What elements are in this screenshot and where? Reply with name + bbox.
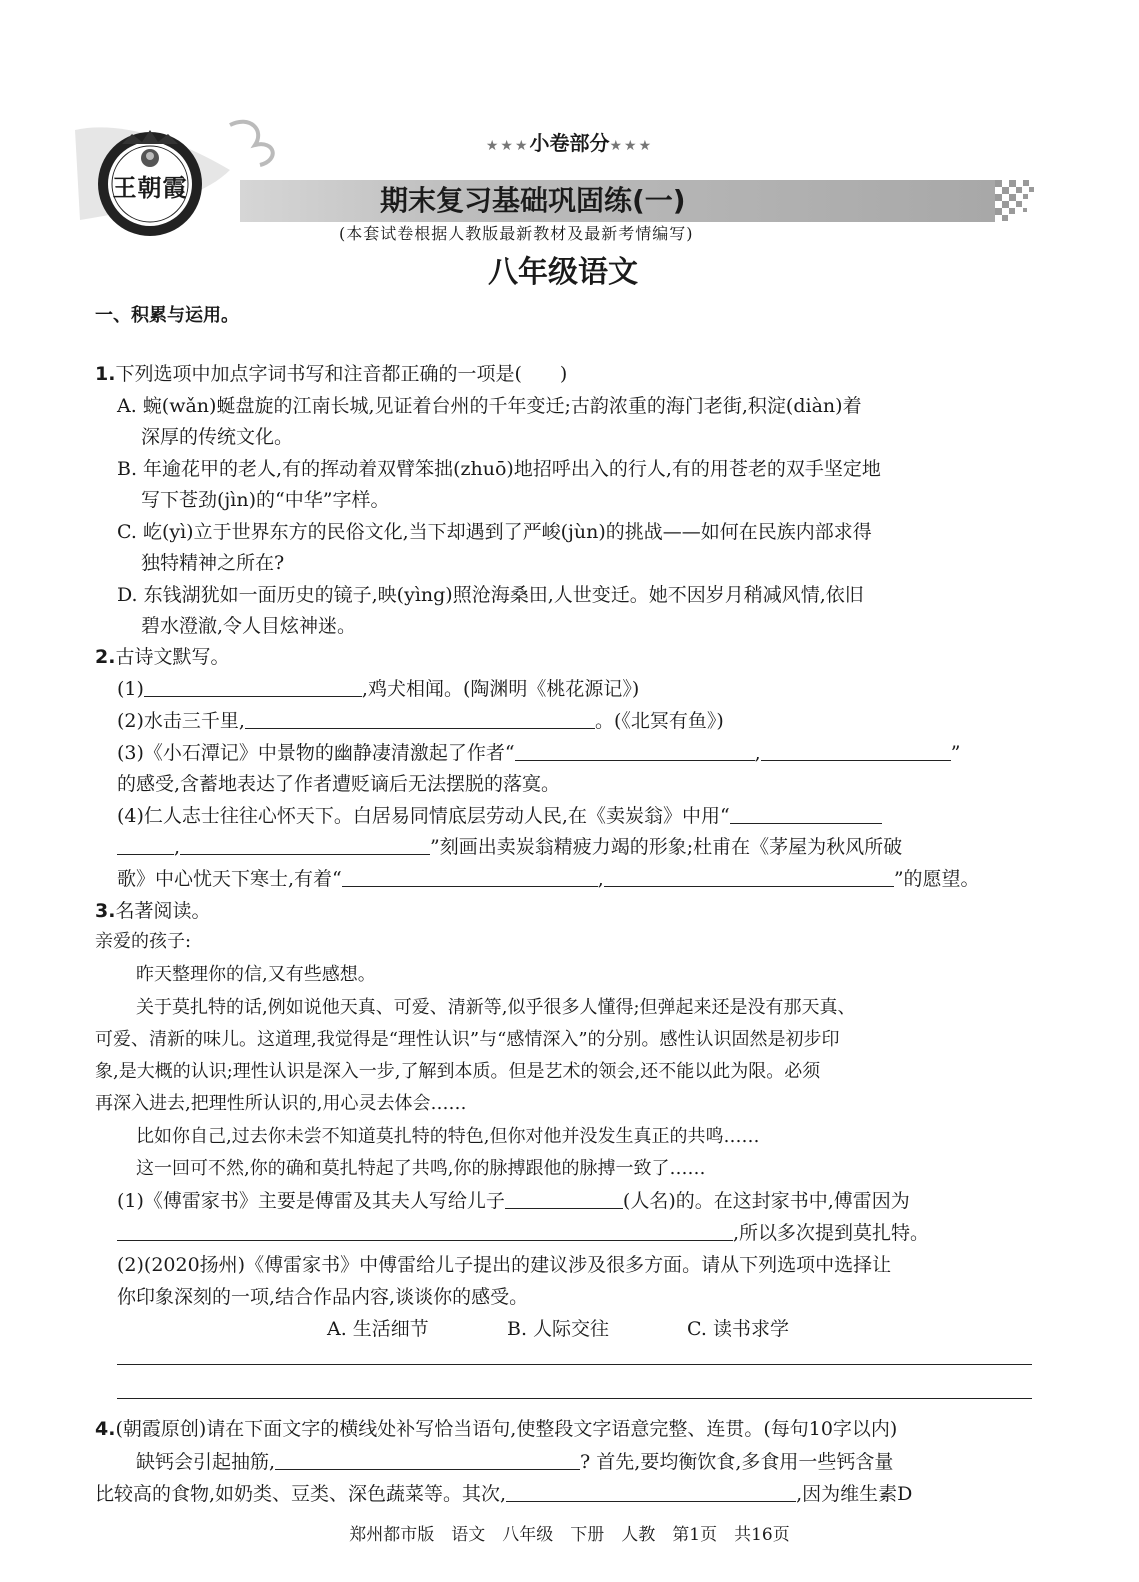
answer-line[interactable] — [117, 1398, 1032, 1399]
dictation-text: ” — [950, 742, 961, 764]
fill-text: ? 首先,要均衡饮食,多食用一些钙含量 — [580, 1451, 894, 1473]
answer-blank[interactable] — [275, 1451, 580, 1470]
fill-text: 缺钙会引起抽筋, — [136, 1451, 276, 1473]
dictation-text: (2)水击三千里, — [117, 710, 245, 732]
option-d-line2: 碧水澄澈,令人目炫神迷。 — [141, 615, 357, 637]
dictation-3 — [117, 740, 960, 766]
letter-para-4: 这一回可不然,你的确和莫扎特起了共鸣,你的脉搏跟他的脉搏一致了…… — [136, 1158, 706, 1179]
answer-blank[interactable] — [730, 805, 882, 824]
dictation-2 — [117, 708, 724, 734]
question-number: 4. — [95, 1418, 116, 1440]
dictation-text: ,鸡犬相闻。(陶渊明《桃花源记》) — [361, 678, 640, 700]
fill-line-1 — [136, 1449, 893, 1475]
answer-blank[interactable] — [761, 742, 951, 761]
answer-blank[interactable] — [245, 710, 595, 729]
dictation-4-line2 — [117, 834, 902, 860]
answer-blank[interactable] — [506, 1483, 796, 1502]
letter-para-2-line3: 象,是大概的认识;理性认识是深入一步,了解到本质。但是艺术的领会,还不能以此为限。必须 — [95, 1061, 821, 1082]
fill-text: ,因为维生素D — [796, 1483, 913, 1505]
dictation-3-line2: 的感受,含蓄地表达了作者遭贬谪后无法摆脱的落寞。 — [117, 773, 561, 795]
dictation-text: 歌》中心忧天下寒士,有着“ — [117, 868, 342, 890]
dictation-text: 。(《北冥有鱼》) — [594, 710, 724, 732]
page-subtitle: (本套试卷根据人教版最新教材及最新考情编写) — [339, 224, 694, 243]
grade-subject-title: 八年级语文 — [488, 255, 638, 290]
choice-b[interactable]: B. 人际交往 — [507, 1318, 610, 1340]
answer-line[interactable] — [117, 1364, 1032, 1365]
option-d-line1: D. 东钱湖犹如一面历史的镜子,映(yìng)照沧海桑田,人世变迁。她不因岁月稍减风情,依旧 — [117, 584, 864, 606]
subquestion-text: (1)《傅雷家书》主要是傅雷及其夫人写给儿子 — [117, 1190, 505, 1212]
dictation-text: , — [174, 836, 181, 858]
small-section-label: ★★★小卷部分★★★ — [485, 131, 654, 155]
answer-blank[interactable] — [180, 836, 430, 855]
subquestion-text: ,所以多次提到莫扎特。 — [733, 1222, 930, 1244]
letter-para-2-line4: 再深入进去,把理性所认识的,用心灵去体会…… — [95, 1093, 467, 1114]
answer-blank[interactable] — [515, 742, 755, 761]
question-stem: 古诗文默写。 — [115, 646, 230, 668]
question-4 — [95, 1416, 897, 1442]
question-1 — [95, 361, 567, 387]
question-stem: (朝霞原创)请在下面文字的横线处补写恰当语句,使整段文字语意完整、连贯。(每句10字以内) — [115, 1418, 898, 1440]
page-title: 期末复习基础巩固练(一) — [380, 184, 686, 217]
answer-blank[interactable] — [117, 1222, 733, 1241]
answer-blank[interactable] — [117, 836, 174, 855]
answer-blank[interactable] — [604, 868, 894, 887]
choice-a[interactable]: A. 生活细节 — [327, 1318, 429, 1340]
dictation-text: (3)《小石潭记》中景物的幽静凄清激起了作者“ — [117, 742, 515, 764]
dictation-text: (4)仁人志士往往心怀天下。白居易同情底层劳动人民,在《卖炭翁》中用“ — [117, 805, 730, 827]
dictation-text: , — [597, 868, 604, 890]
question-number: 1. — [95, 363, 116, 385]
subquestion-1-line2 — [117, 1220, 929, 1246]
fill-text: 比较高的食物,如奶类、豆类、深色蔬菜等。其次, — [95, 1483, 507, 1505]
subquestion-text: (人名)的。在这封家书中,傅雷因为 — [622, 1190, 910, 1212]
subquestion-2-line2: 你印象深刻的一项,结合作品内容,谈谈你的感受。 — [117, 1286, 529, 1308]
fill-line-2 — [95, 1481, 912, 1507]
question-2 — [95, 644, 229, 670]
dictation-label: (1) — [117, 678, 144, 700]
dictation-text: ”的愿望。 — [893, 868, 980, 890]
subquestion-1 — [117, 1188, 910, 1214]
question-number: 2. — [95, 646, 116, 668]
question-3 — [95, 898, 210, 924]
option-a-line1: A. 蜿(wǎn)蜒盘旋的江南长城,见证着台州的千年变迁;古韵浓重的海门老街,积淀(diàn)着 — [117, 395, 862, 417]
dictation-4 — [117, 803, 882, 829]
question-number: 3. — [95, 900, 116, 922]
letter-salutation: 亲爱的孩子: — [95, 931, 192, 952]
option-b-line2: 写下苍劲(jìn)的“中华”字样。 — [141, 489, 390, 511]
answer-blank[interactable] — [144, 678, 362, 697]
dictation-text: ”刻画出卖炭翁精疲力竭的形象;杜甫在《茅屋为秋风所破 — [430, 836, 903, 858]
choice-c[interactable]: C. 读书求学 — [687, 1318, 789, 1340]
answer-blank[interactable] — [505, 1190, 623, 1209]
option-c-line1: C. 屹(yì)立于世界东方的民俗文化,当下却遇到了严峻(jùn)的挑战——如何在民族内部求得 — [117, 521, 872, 543]
option-a-line2: 深厚的传统文化。 — [141, 426, 294, 448]
subquestion-2-line1: (2)(2020扬州)《傅雷家书》中傅雷给儿子提出的建议涉及很多方面。请从下列选项中选择让 — [117, 1254, 892, 1276]
letter-para-1: 昨天整理你的信,又有些感想。 — [136, 964, 376, 985]
dictation-1 — [117, 676, 639, 702]
letter-para-2-line1: 关于莫扎特的话,例如说他天真、可爱、清新等,似乎很多人懂得;但弹起来还是没有那天真、 — [136, 997, 856, 1018]
question-stem: 名著阅读。 — [115, 900, 211, 922]
option-b-line1: B. 年逾花甲的老人,有的挥动着双臂笨拙(zhuō)地招呼出入的行人,有的用苍老的双手坚定地 — [117, 458, 881, 480]
answer-blank[interactable] — [342, 868, 598, 887]
logo-text: 王朝霞 — [112, 173, 188, 202]
section-heading: 一、积累与运用。 — [95, 305, 239, 326]
page-footer: 郑州都市版 语文 八年级 下册 人教 第1页 共16页 — [349, 1525, 790, 1545]
letter-para-2-line2: 可爱、清新的味儿。这道理,我觉得是“理性认识”与“感情深入”的分别。感性认识固然是初步印 — [95, 1029, 840, 1050]
dictation-4-line3 — [117, 866, 980, 892]
dictation-text: , — [754, 742, 761, 764]
option-c-line2: 独特精神之所在? — [141, 552, 285, 574]
question-stem: 下列选项中加点字词书写和注音都正确的一项是( ) — [115, 363, 568, 385]
letter-para-3: 比如你自己,过去你未尝不知道莫扎特的特色,但你对他并没发生真正的共鸣…… — [136, 1126, 760, 1147]
